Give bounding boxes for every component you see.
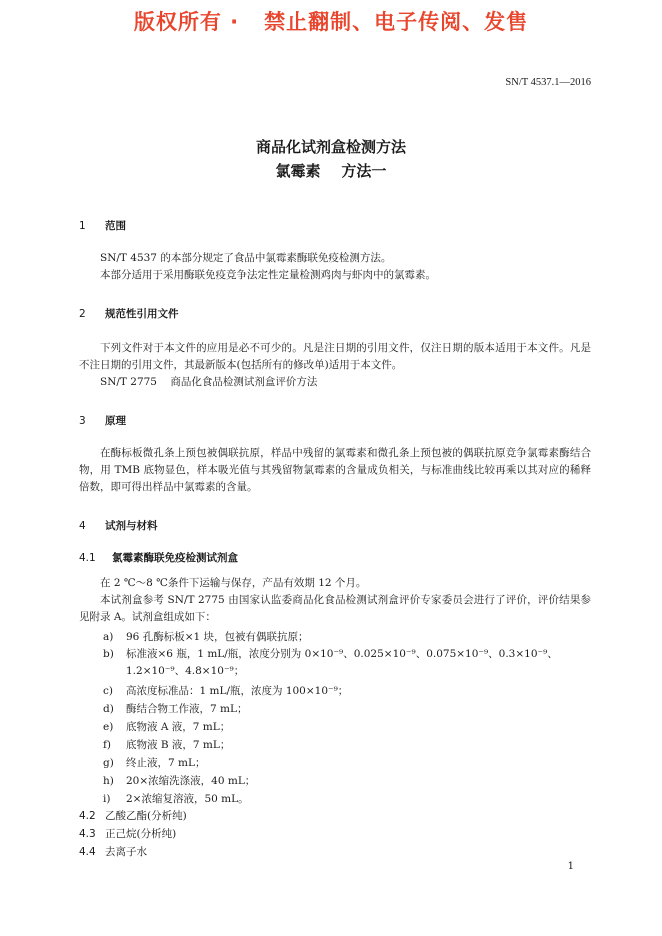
section-title: 规范性引用文件 bbox=[105, 308, 179, 320]
list-item bbox=[103, 791, 591, 808]
list-marker: i) bbox=[103, 793, 111, 805]
list-marker: g) bbox=[103, 757, 114, 769]
list-text: 底物液 A 液，7 mL； bbox=[126, 721, 231, 733]
list-text: 标准液×6 瓶，1 mL/瓶，浓度分别为 0×10⁻⁹、0.025×10⁻⁹、0.075×10⁻⁹、0.3×10⁻⁹、1.2×10⁻⁹、4.8×10⁻⁹； bbox=[126, 648, 558, 677]
page-number: 1 bbox=[567, 861, 574, 872]
subsection-text: 乙酸乙酯(分析纯) bbox=[105, 810, 187, 822]
list-marker: d) bbox=[103, 703, 114, 715]
list-text: 终止液，7 mL； bbox=[126, 757, 206, 769]
section-number: 1 bbox=[79, 220, 86, 232]
list-text: 酶结合物工作液，7 mL； bbox=[126, 703, 248, 715]
section-title: 原理 bbox=[105, 415, 126, 427]
list-item bbox=[103, 773, 591, 790]
doc-title: 商品化试剂盒检测方法 bbox=[255, 138, 406, 156]
list-text: 2×浓缩复溶液，50 mL。 bbox=[126, 793, 249, 805]
subsection-number: 4.4 bbox=[79, 846, 96, 858]
reference-entry: SN/T 2775 商品化食品检测试剂盒评价方法 bbox=[100, 376, 318, 388]
list-item bbox=[103, 755, 591, 772]
list-marker: e) bbox=[103, 721, 114, 733]
subsection-text: 正己烷(分析纯) bbox=[105, 828, 177, 840]
paragraph: SN/T 4537 的本部分规定了食品中氯霉素酶联免疫检测方法。 bbox=[100, 252, 392, 264]
list-text: 高浓度标准品：1 mL/瓶，浓度为 100×10⁻⁹； bbox=[126, 685, 349, 697]
list-item bbox=[103, 719, 591, 736]
section-number: 4 bbox=[79, 520, 86, 532]
list-text: 底物液 B 液，7 mL； bbox=[126, 739, 231, 751]
list-item bbox=[103, 646, 591, 680]
paragraph: 在 2 ℃～8 ℃条件下运输与保存，产品有效期 12 个月。 bbox=[100, 577, 367, 589]
paragraph: 本试剂盒参考 SN/T 2775 由国家认监委商品化食品检测试剂盒评价专家委员会进行了评价，评价结果参见附录 A。试剂盒组成如下： bbox=[79, 594, 591, 623]
list-text: 96 孔酶标板×1 块，包被有偶联抗原； bbox=[126, 631, 309, 643]
subsection-number: 4.2 bbox=[79, 810, 96, 822]
list-item bbox=[103, 737, 591, 754]
section-title: 范围 bbox=[105, 220, 126, 232]
paragraph: 下列文件对于本文件的应用是必不可少的。凡是注日期的引用文件，仅注日期的版本适用于本文件。凡是不注日期的引用文件，其最新版本(包括所有的修改单)适用于本文件。 bbox=[79, 342, 591, 371]
subsection-number: 4.3 bbox=[79, 828, 96, 840]
subsection-number: 4.1 bbox=[79, 552, 96, 564]
doc-subtitle: 氯霉素 方法一 bbox=[275, 162, 387, 180]
list-marker: h) bbox=[103, 775, 114, 787]
list-item bbox=[103, 701, 591, 718]
section-title: 试剂与材料 bbox=[105, 520, 158, 532]
section-number: 2 bbox=[79, 308, 86, 320]
section-2-heading bbox=[79, 306, 179, 321]
section-4-heading bbox=[79, 518, 158, 533]
section-3-heading bbox=[79, 413, 126, 428]
section-1-heading bbox=[79, 218, 126, 233]
section-number: 3 bbox=[79, 415, 86, 427]
list-item bbox=[103, 629, 591, 646]
subsection-text: 去离子水 bbox=[105, 846, 147, 858]
list-item bbox=[103, 683, 591, 700]
list-marker: c) bbox=[103, 685, 113, 697]
subsection-4-1-heading bbox=[79, 550, 238, 565]
standard-number: SN/T 4537.1—2016 bbox=[505, 77, 591, 88]
watermark-banner: 版权所有 · 禁止翻制、电子传阅、发售 bbox=[133, 10, 529, 34]
paragraph: 在酶标板微孔条上预包被偶联抗原，样品中残留的氯霉素和微孔条上预包被的偶联抗原竞争氯霉素酶结合物，用 TMB 底物显色，样本吸光值与其残留物氯霉素的含量成负相关，与标准曲线比较再乘以其对应的稀释倍数，即可得出样品中氯霉素的含量。 bbox=[79, 447, 591, 493]
list-marker: b) bbox=[103, 648, 114, 660]
subsection-4-3 bbox=[79, 826, 176, 841]
list-text: 20×浓缩洗涤液，40 mL； bbox=[126, 775, 256, 787]
list-marker: f) bbox=[103, 739, 111, 751]
subsection-title: 氯霉素酶联免疫检测试剂盒 bbox=[112, 552, 238, 564]
subsection-4-2 bbox=[79, 808, 187, 823]
paragraph: 本部分适用于采用酶联免疫竞争法定性定量检测鸡肉与虾肉中的氯霉素。 bbox=[100, 269, 436, 281]
list-marker: a) bbox=[103, 631, 114, 643]
subsection-4-4 bbox=[79, 844, 147, 859]
